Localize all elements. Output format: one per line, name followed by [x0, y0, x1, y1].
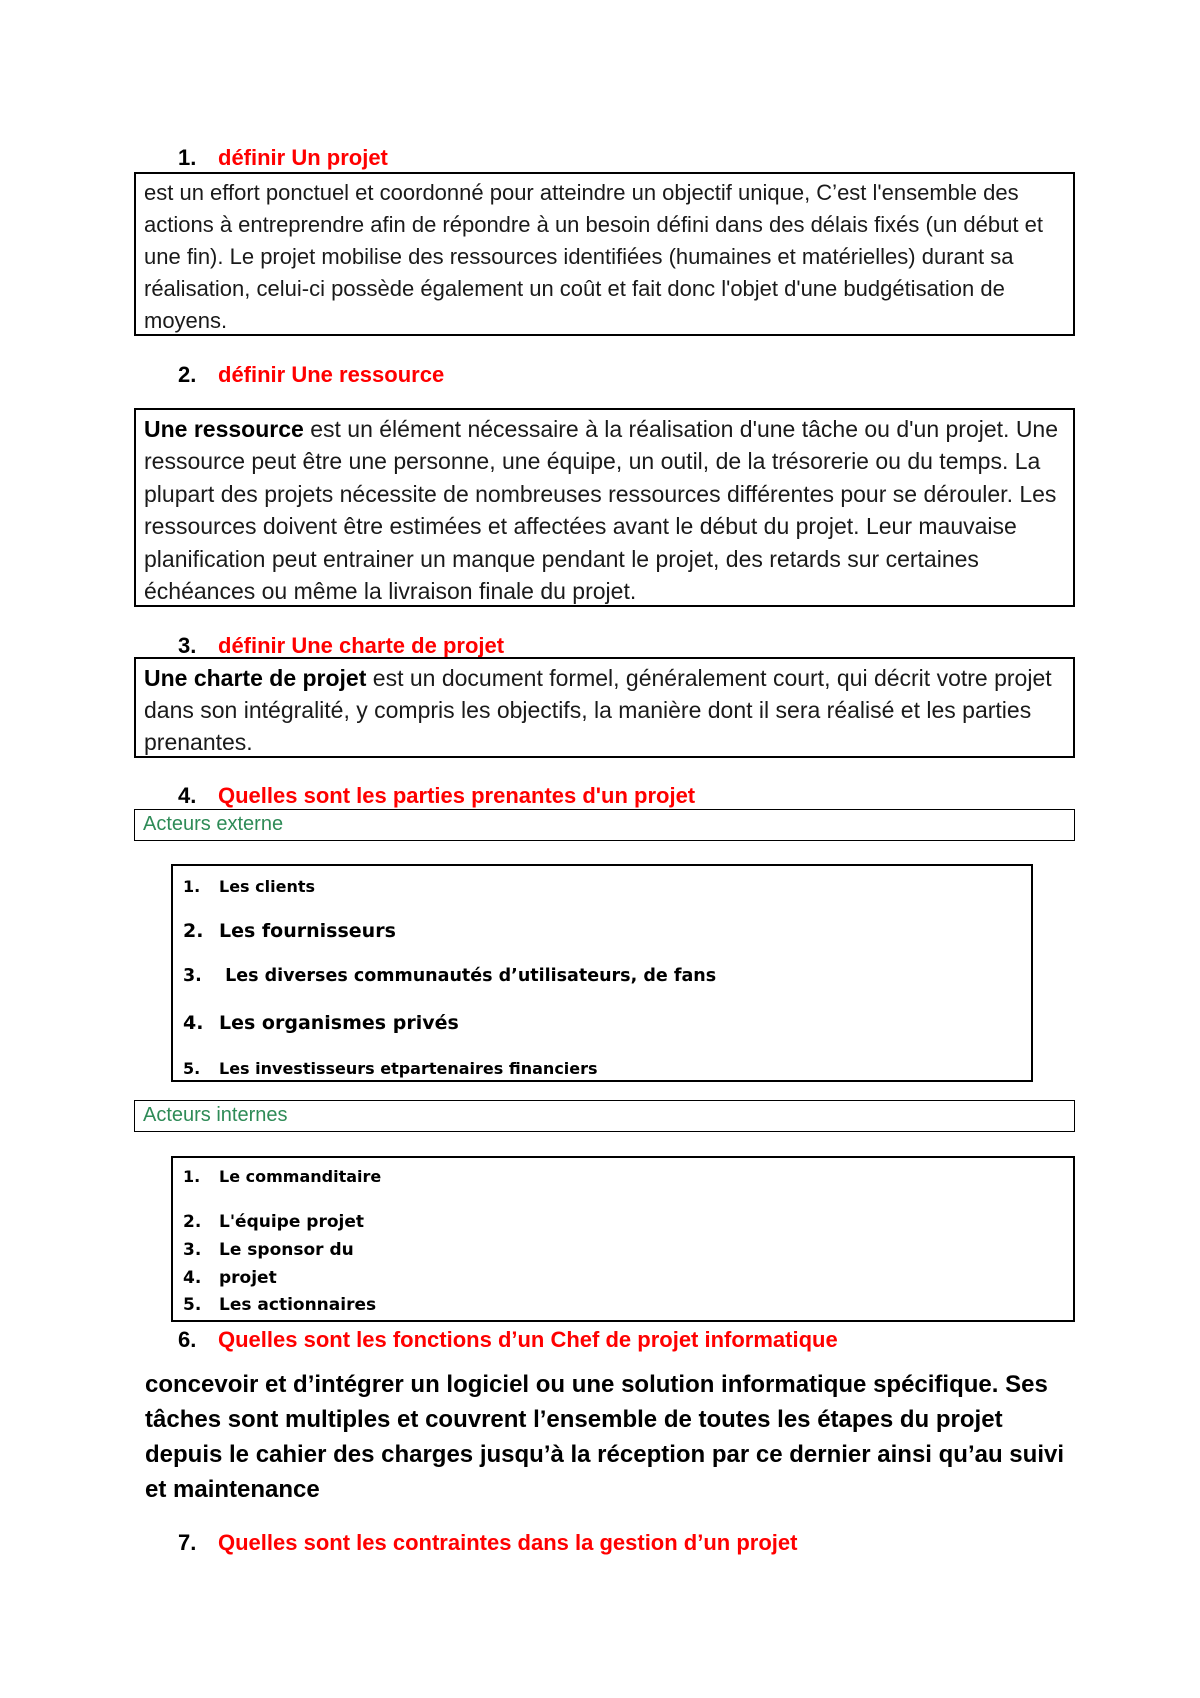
question-title: Quelles sont les contraintes dans la gestion d’un projet: [218, 1530, 798, 1555]
list-item: 4. Les organismes privés: [183, 1012, 459, 1034]
list-item: 5. Les investisseurs etpartenaires financiers: [183, 1059, 598, 1078]
question-number: 3.: [178, 633, 197, 658]
question-number: 1.: [178, 145, 197, 170]
question-6-heading: [178, 1328, 838, 1352]
question-title: définir Un projet: [218, 145, 388, 170]
question-3-heading: [178, 634, 504, 658]
external-actors-list: [171, 864, 1033, 1082]
question-number: 6.: [178, 1327, 197, 1352]
list-item: 5. Les actionnaires: [183, 1295, 377, 1315]
answer-box-projet: [134, 172, 1075, 336]
answer-box-charte: [134, 657, 1075, 758]
question-4-heading: [178, 784, 695, 808]
answer-term: Une ressource: [144, 416, 304, 442]
question-1-heading: [178, 146, 388, 170]
answer-chef-projet: concevoir et d’intégrer un logiciel ou une solution informatique spécifique. Ses tâches sont multiples et couvrent l’ensemble de toutes les étapes du projet depuis le cahier des charges jusqu’à la réception par ce dernier ainsi qu’au suivi et maintenance: [145, 1371, 1064, 1503]
question-title: Quelles sont les fonctions d’un Chef de projet informatique: [218, 1327, 838, 1352]
question-number: 4.: [178, 783, 197, 808]
question-title: définir Une ressource: [218, 362, 445, 387]
acteurs-externe-label: Acteurs externe: [134, 809, 1075, 841]
answer-text: est un effort ponctuel et coordonné pour atteindre un objectif unique, C’est l'ensemble des actions à entreprendre afin de répondre à un besoin défini dans des délais fixés (un début et une fin). Le projet mobilise des ressources identifiées (humaines et matérielles) durant sa réalisation, celui-ci possède également un coût et fait donc l'objet d'une budgétisation de moyens.: [144, 180, 1043, 333]
acteurs-internes-label: Acteurs internes: [134, 1100, 1075, 1132]
list-item: 4. projet: [183, 1268, 277, 1288]
list-item: 1. Le commanditaire: [183, 1167, 382, 1186]
list-item: 3. Les diverses communautés d’utilisateurs, de fans: [183, 966, 717, 986]
list-item: 3. Le sponsor du: [183, 1240, 354, 1260]
question-title: définir Une charte de projet: [218, 633, 505, 658]
list-item: 2. Les fournisseurs: [183, 920, 396, 942]
list-item: 1. Les clients: [183, 877, 316, 896]
answer-text: est un élément nécessaire à la réalisation d'une tâche ou d'un projet. Une ressource peut être une personne, une équipe, un outil, de la trésorerie ou du temps. La plupart des projets nécessite de nombreuses ressources différentes pour se dérouler. Les ressources doivent être estimées et affectées avant le début du projet. Leur mauvaise planification peut entrainer un manque pendant le projet, des retards sur certaines échéances ou même la livraison finale du projet.: [144, 416, 1059, 605]
question-7-heading: [178, 1531, 797, 1555]
answer-term: Une charte de projet: [144, 665, 367, 691]
question-2-heading: [178, 363, 444, 387]
question-number: 2.: [178, 362, 197, 387]
answer-text: est un document formel, généralement court, qui décrit votre projet dans son intégralité, y compris les objectifs, la manière dont il sera réalisé et les parties prenantes.: [144, 665, 1052, 755]
internal-actors-list: [171, 1156, 1075, 1322]
question-number: 7.: [178, 1530, 197, 1555]
list-item: 2. L'équipe projet: [183, 1212, 364, 1232]
answer-box-ressource: [134, 408, 1075, 607]
question-title: Quelles sont les parties prenantes d'un projet: [218, 783, 696, 808]
